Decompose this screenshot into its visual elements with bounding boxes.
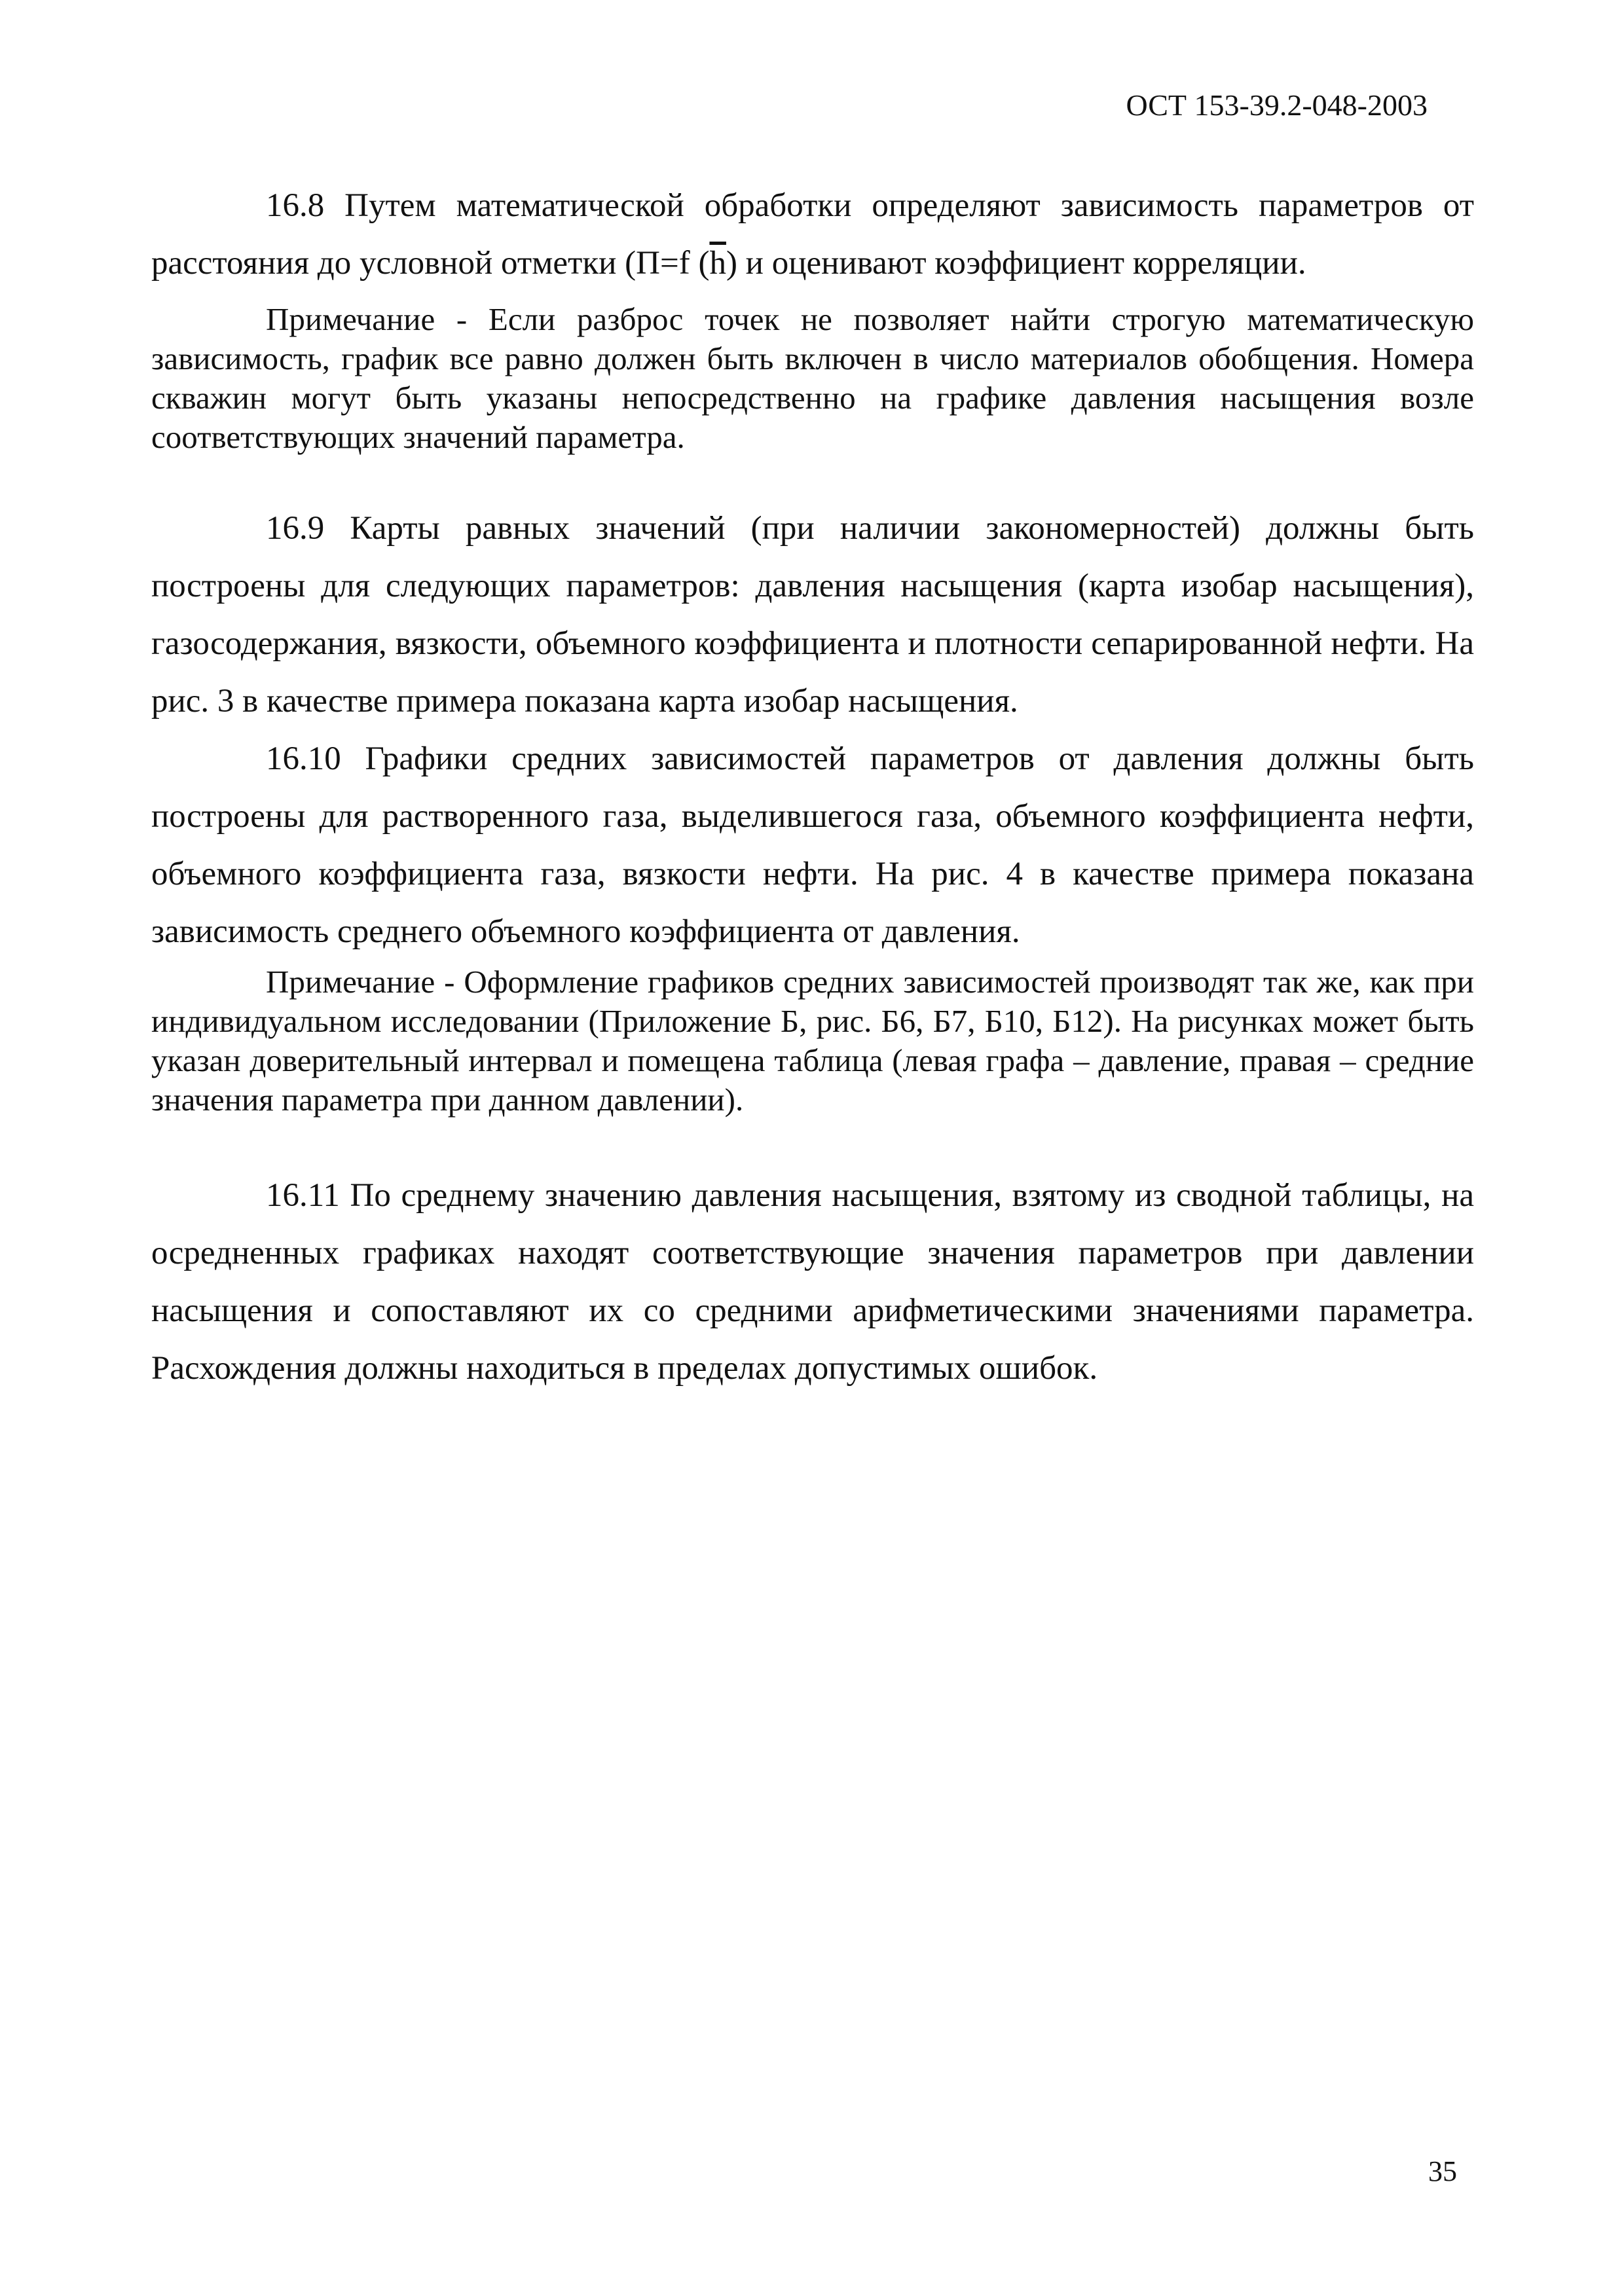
note-16-8: Примечание - Если разброс точек не позволяет найти строгую математическую зависимость, график все равно должен быть включен в число материалов обобщения. Номера скважин могут быть указаны непосредственно на графике давления насыщения возле соответствующих значений параметра. (151, 301, 1474, 455)
document-code: ОСТ 153-39.2-048-2003 (1126, 88, 1428, 122)
h-bar-symbol: $\overline{h}$ (709, 245, 726, 282)
paragraph-16-9: 16.9 Карты равных значений (при наличии закономерностей) должны быть построены для следующих параметров: давления насыщения (карта изобар насыщения), газосодержания, вязкости, объемного коэффициента и плотности сепарированной нефти. На рис. 3 в качестве примера показана карта изобар насыщения. (151, 510, 1474, 720)
page-number: 35 (1428, 2155, 1457, 2187)
paragraph-16-8-text-before: 16.8 Путем математической обработки определяют зависимость параметров от расстояния до условной отметки (П=f ( (151, 187, 1474, 282)
paragraph-16-10: 16.10 Графики средних зависимостей параметров от давления должны быть построены для растворенного газа, выделившегося газа, объемного коэффициента нефти, объемного коэффициента газа, вязкости нефти. На рис. 4 в качестве примера показана зависимость среднего объемного коэффициента от давления. (151, 740, 1474, 950)
paragraph-16-11: 16.11 По среднему значению давления насыщения, взятому из сводной таблицы, на осредненных графиках находят соответствующие значения параметров при давлении насыщения и сопоставляют их со средними арифметическими значениями параметра. Расхождения должны находиться в пределах допустимых ошибок. (151, 1177, 1474, 1387)
paragraph-16-8-text-after: ) и оценивают коэффициент корреляции. (726, 245, 1306, 282)
paragraph-16-8 (151, 177, 1474, 292)
note-16-10: Примечание - Оформление графиков средних зависимостей производят так же, как при индивидуальном исследовании (Приложение Б, рис. Б6, Б7, Б10, Б12). На рисунках может быть указан доверительный интервал и помещена таблица (левая графа – давление, правая – средние значения параметра при данном давлении). (151, 964, 1474, 1118)
